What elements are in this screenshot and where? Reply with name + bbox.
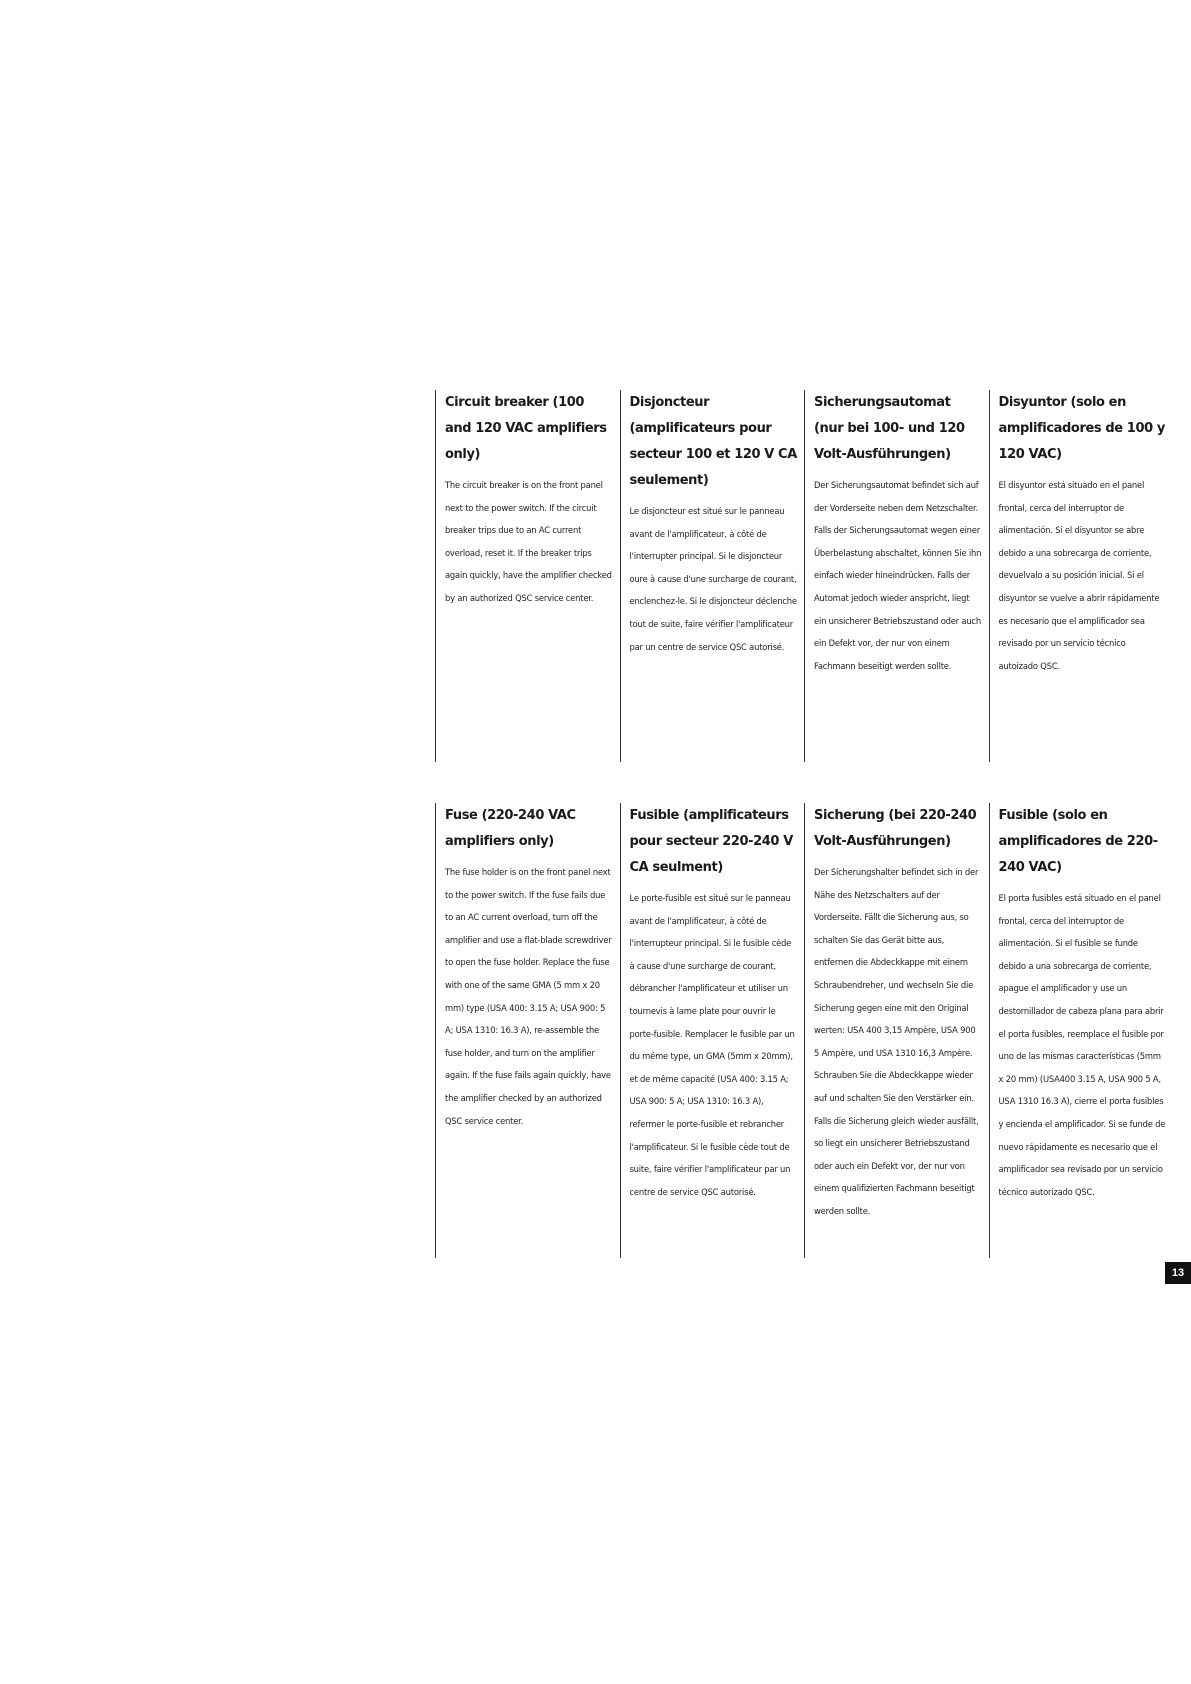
breaker-column-english	[435, 390, 620, 762]
fuse-heading-spanish: Fusible (solo en amplificadores de 220-240 VAC)	[998, 808, 1158, 875]
breaker-column-french	[620, 390, 805, 762]
fuse-section	[435, 803, 1173, 1258]
breaker-column-german	[804, 390, 989, 762]
breaker-text-spanish: El disyuntor está situado en el panel frontal, cerca del interruptor de alimentación. Si el disyuntor se abre debido a una sobrecarga de corriente, devuelvalo a su posición inicial. Si el disyuntor se vuelve a abrir rápidamente es necesario que el amplificador sea revisado por un servicio técnico autoizado QSC.	[998, 480, 1160, 671]
breaker-heading-spanish: Disyuntor (solo en amplificadores de 100 y 120 VAC)	[998, 395, 1165, 462]
fuse-heading-german: Sicherung (bei 220-240 Volt-Ausführungen)	[814, 808, 977, 849]
breaker-text-german: Der Sicherungsautomat befindet sich auf der Vorderseite neben dem Netzschalter. Falls der Sicherungsautomat wegen einer Überbelastung abschaltet, können Sie ihn einfach wieder hineindrücken. Falls der Automat jedoch wieder anspricht, liegt ein unsicherer Betriebszustand oder auch ein Defekt vor, der nur von einem Fachmann beseitigt werden sollte.	[814, 480, 982, 671]
fuse-text-spanish: El porta fusibles está situado en el panel frontal, cerca del interruptor de alimentación. Si el fusible se funde debido a una sobrecarga de corriente, apague el amplificador y use un destornillador de cabeza plana para abrir el porta fusibles, reemplace el fusible por uno de las mismas características (5mm x 20 mm) (USA400 3.15 A, USA 900 5 A, USA 1310 16.3 A), cierre el porta fusibles y encienda el amplificador. Si se funde de nuevo rápidamente es necesario que el amplificador sea revisado por un servicio técnico autorizado QSC.	[998, 893, 1166, 1197]
breaker-text-english: The circuit breaker is on the front panel next to the power switch. If the circuit breaker trips due to an AC current overload, reset it. If the breaker trips again quickly, have the amplifier checked by an authorized QSC service center.	[445, 480, 612, 603]
fuse-heading-english: Fuse (220-240 VAC amplifiers only)	[445, 808, 576, 849]
fuse-text-french: Le porte-fusible est situé sur le panneau avant de l'amplificateur, à côté de l'interrupteur principal. Si le fusible cède à cause d'une surcharge de courant, débrancher l'amplificateur et utiliser un tournevis à lame plate pour ouvrir le porte-fusible. Remplacer le fusible par un du même type, un GMA (5mm x 20mm), et de même capacité (USA 400: 3.15 A; USA 900: 5 A; USA 1310: 16.3 A), refermer le porte-fusible et rebrancher l'amplificateur. Si le fusible cède tout de suite, faire vérifier l'amplificateur par un centre de service QSC autorisé.	[629, 893, 795, 1197]
fuse-column-french	[620, 803, 805, 1258]
page-number: 13	[1165, 1262, 1191, 1284]
fuse-column-spanish	[989, 803, 1174, 1258]
breaker-heading-english: Circuit breaker (100 and 120 VAC amplifiers only)	[445, 395, 607, 462]
fuse-column-german	[804, 803, 989, 1258]
breaker-heading-french: Disjoncteur (amplificateurs pour secteur 100 et 120 V CA seulement)	[629, 395, 797, 488]
fuse-text-english: The fuse holder is on the front panel next to the power switch. If the fuse fails due to an AC current overload, turn off the amplifier and use a flat-blade screwdriver to open the fuse holder. Replace the fuse with one of the same GMA (5 mm x 20 mm) type (USA 400: 3.15 A; USA 900: 5 A; USA 1310: 16.3 A), re-assemble the fuse holder, and turn on the amplifier again. If the fuse fails again quickly, have the amplifier checked by an authorized QSC service center.	[445, 867, 612, 1126]
fuse-text-german: Der Sicherungshalter befindet sich in der Nähe des Netzschalters auf der Vorderseite. Fällt die Sicherung aus, so schalten Sie das Gerät bitte aus, entfernen die Abdeckkappe mit einem Schraubendreher, und wechseln Sie die Sicherung gegen eine mit den Original werten: USA 400 3,15 Ampère, USA 900 5 Ampère, und USA 1310 16,3 Ampère. Schrauben Sie die Abdeckkappe wieder auf und schalten Sie den Verstärker ein. Falls die Sicherung gleich wieder ausfällt, so liegt ein unsicherer Betriebszustand oder auch ein Defekt vor, der nur von einem qualifizierten Fachmann beseitigt werden sollte.	[814, 867, 979, 1216]
breaker-text-french: Le disjoncteur est situé sur le panneau avant de l'amplificateur, à côté de l'interrupter principal. Si le disjoncteur oure à cause d'une surcharge de courant, enclenchez-le. Si le disjoncteur déclenche tout de suite, faire vérifier l'amplificateur par un centre de service QSC autorisé.	[629, 506, 797, 652]
circuit-breaker-section	[435, 390, 1173, 762]
fuse-heading-french: Fusible (amplificateurs pour secteur 220-240 V CA seulment)	[629, 808, 793, 875]
breaker-column-spanish	[989, 390, 1174, 762]
fuse-column-english	[435, 803, 620, 1258]
breaker-heading-german: Sicherungsautomat (nur bei 100- und 120 Volt-Ausführungen)	[814, 395, 965, 462]
